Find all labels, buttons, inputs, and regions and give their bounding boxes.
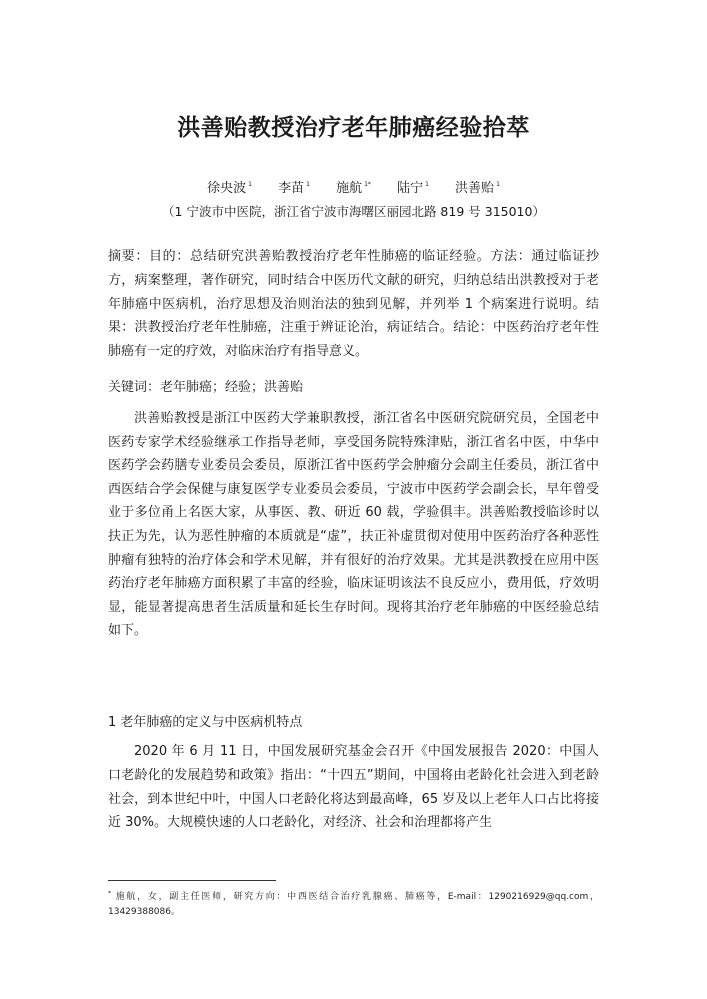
author-affil-mark: 1* — [364, 181, 371, 188]
paper-title: 洪善贻教授治疗老年肺癌经验拾萃 — [177, 115, 530, 141]
author-name: 洪善贻 — [455, 181, 495, 196]
author-name: 陆宁 — [397, 181, 424, 196]
author — [207, 176, 252, 198]
section-heading: 1 老年肺癌的定义与中医病机特点 — [108, 715, 303, 730]
author-affil-mark: 1 — [306, 181, 310, 188]
footnote — [108, 886, 599, 920]
author-affil-mark: 1 — [425, 181, 429, 188]
intro-paragraph: 洪善贻教授是浙江中医药大学兼职教授，浙江省名中医研究院研究员，全国老中医药专家学术经验继承工作指导老师，享受国务院特殊津贴，浙江省名中医，中华中医药学会药膳专业委员会委员，原浙江省中医药学会肿瘤分会副主任委员，浙江省中西医结合学会保健与康复医学专业委员会委员，宁波市中医药学会副会长，早年曾受业于多位甬上名医大家，从事医、教、研近 60 载，学验俱丰。洪善贻教授临诊时以扶正为先，认为恶性肿瘤的本质就是“虚”，扶正补虚贯彻对使用中医药治疗各种恶性肿瘤有独特的治疗体会和学术见解，并有很好的治疗效果。尤其是洪教授在应用中医药治疗老年肺癌方面积累了丰富的经验，临床证明该法不良反应小，费用低，疗效明显，能显著提高患者生活质量和延长生存时间。现将其治疗老年肺癌的中医经验总结如下。 — [108, 411, 599, 639]
abstract: 摘要：目的：总结研究洪善贻教授治疗老年性肺癌的临证经验。方法：通过临证抄方，病案整理，著作研究，同时结合中医历代文献的研究，归纳总结出洪教授对于老年肺癌中医病机，治疗思想及治则治法的独到见解，并列举 1 个病案进行说明。结果：洪教授治疗老年性肺癌，注重于辨证论治，病证结合。结论：中医药治疗老年性肺癌有一定的疗效，对临床治疗有指导意义。 — [108, 249, 599, 360]
author-affil-mark: 1 — [496, 181, 500, 188]
author-list — [0, 176, 707, 198]
author-name: 李苗 — [278, 181, 305, 196]
footnote-divider — [108, 880, 276, 881]
affiliation: （1 宁波市中医院，浙江省宁波市海曙区丽园北路 819 号 315010） — [162, 204, 545, 219]
author — [278, 176, 310, 198]
footnote-mark: * — [108, 890, 111, 897]
keywords: 关键词：老年肺癌；经验；洪善贻 — [108, 380, 304, 395]
author — [336, 176, 371, 198]
footnote-text: 施航，女，副主任医师，研究方向：中西医结合治疗乳腺癌、肺癌等，E-mail：1290216929@qq.com，13429388086。 — [108, 892, 599, 917]
section-paragraph: 2020 年 6 月 11 日，中国发展研究基金会召开《中国发展报告 2020：中国人口老龄化的发展趋势和政策》指出：“十四五”期间，中国将由老龄化社会进入到老龄社会，到本世纪中叶，中国人口老龄化将达到最高峰，65 岁及以上老年人口占比将接近 30%。大规模快速的人口老龄化，对经济、社会和治理都将产生 — [108, 744, 599, 831]
author-affil-mark: 1 — [248, 181, 252, 188]
author-name: 徐央波 — [207, 181, 247, 196]
author — [397, 176, 429, 198]
author — [455, 176, 500, 198]
author-name: 施航 — [336, 181, 363, 196]
